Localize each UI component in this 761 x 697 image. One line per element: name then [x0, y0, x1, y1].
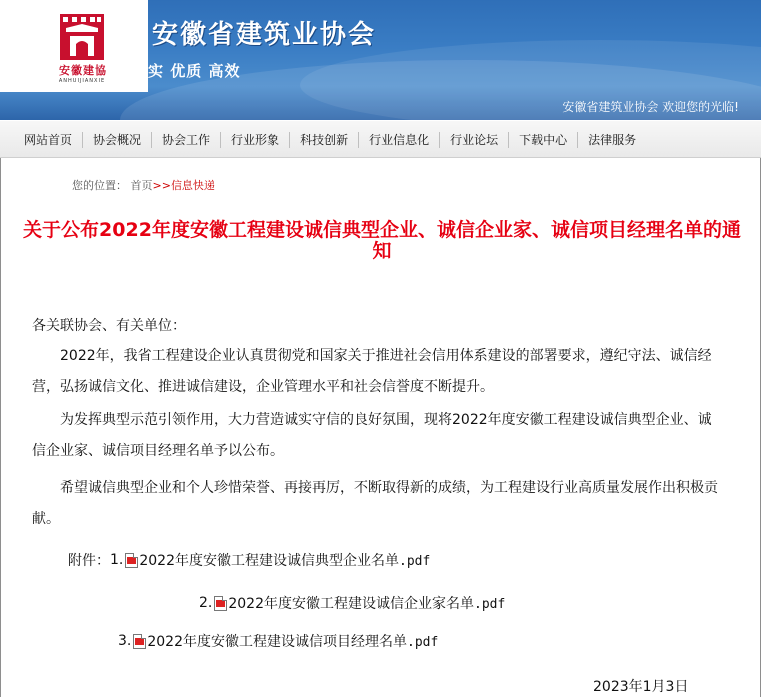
nav-item[interactable]: 网站首页	[14, 132, 83, 148]
attachment-item	[118, 631, 438, 651]
attachment-number: 3.	[118, 633, 132, 649]
attachment-link[interactable]	[228, 593, 505, 613]
nav-list	[0, 121, 761, 159]
attachment-link[interactable]	[147, 631, 438, 651]
publish-date: 2023年1月3日	[593, 679, 689, 695]
paragraph: 希望诚信典型企业和个人珍惜荣誉、再接再厉，不断取得新的成绩，为工程建设行业高质量发展作出积极贡献。	[32, 480, 718, 527]
nav-item[interactable]: 行业论坛	[440, 132, 509, 148]
attachment-ext[interactable]: .pdf	[399, 554, 431, 569]
site-title: 安徽省建筑业协会	[152, 20, 377, 50]
breadcrumb-home-link[interactable]: 首页	[130, 179, 153, 192]
paragraph: 为发挥典型示范引领作用，大力营造诚实守信的良好氛围，现将2022年度安徽工程建设诚信典型企业、诚信企业家、诚信项目经理名单予以公布。	[32, 412, 712, 459]
pdf-icon	[133, 634, 146, 649]
attachment-name[interactable]: 2022年度安徽工程建设诚信企业家名单	[228, 596, 474, 612]
attachments-label: 附件：	[68, 553, 110, 569]
nav-item[interactable]: 行业信息化	[359, 132, 440, 148]
article-title	[20, 220, 744, 262]
logo-caption: 安徽建協	[59, 64, 107, 77]
welcome-text: 安徽省建筑业协会 欢迎您的光临!	[562, 100, 739, 114]
nav-item[interactable]: 行业形象	[221, 132, 290, 148]
logo-gate-icon	[60, 14, 104, 60]
attachment-ext[interactable]: .pdf	[407, 635, 439, 650]
header-banner	[0, 0, 761, 120]
attachment-item	[68, 550, 430, 570]
attachment-number: 1.	[110, 552, 124, 568]
breadcrumb	[72, 177, 215, 193]
pdf-icon	[214, 596, 227, 611]
nav-item[interactable]: 下载中心	[509, 132, 578, 148]
attachment-item	[199, 593, 505, 613]
attachment-name[interactable]: 2022年度安徽工程建设诚信项目经理名单	[147, 634, 407, 650]
title-rest: 年度安徽工程建设诚信典型企业、诚信企业家、诚信项目经理名单的通知	[151, 219, 741, 262]
attachment-link[interactable]	[139, 550, 430, 570]
attachment-number: 2.	[199, 595, 213, 611]
slogan: 实 优质 高效	[148, 62, 241, 80]
logo[interactable]	[0, 0, 148, 92]
attachment-ext[interactable]: .pdf	[474, 597, 506, 612]
nav-item[interactable]: 协会工作	[152, 132, 221, 148]
nav-item[interactable]: 科技创新	[290, 132, 359, 148]
breadcrumb-separator: >>	[152, 179, 171, 192]
nav-item[interactable]: 协会概况	[83, 132, 152, 148]
greeting: 各关联协会、有关单位：	[32, 318, 186, 334]
logo-subcaption: ANHUIJIANXIE	[58, 78, 106, 84]
title-prefix: 关于公布	[23, 219, 100, 241]
breadcrumb-prefix: 您的位置：	[72, 179, 127, 192]
nav-item[interactable]: 法律服务	[588, 133, 637, 147]
paragraph: 2022年，我省工程建设企业认真贯彻党和国家关于推进社会信用体系建设的部署要求，遵纪守法、诚信经营，弘扬诚信文化、推进诚信建设，企业管理水平和社会信誉度不断提升。	[32, 348, 712, 395]
breadcrumb-current-link[interactable]: 信息快递	[170, 179, 215, 192]
attachment-name[interactable]: 2022年度安徽工程建设诚信典型企业名单	[139, 553, 399, 569]
title-year: 2022	[99, 219, 152, 241]
main-nav	[0, 120, 761, 158]
pdf-icon	[125, 553, 138, 568]
